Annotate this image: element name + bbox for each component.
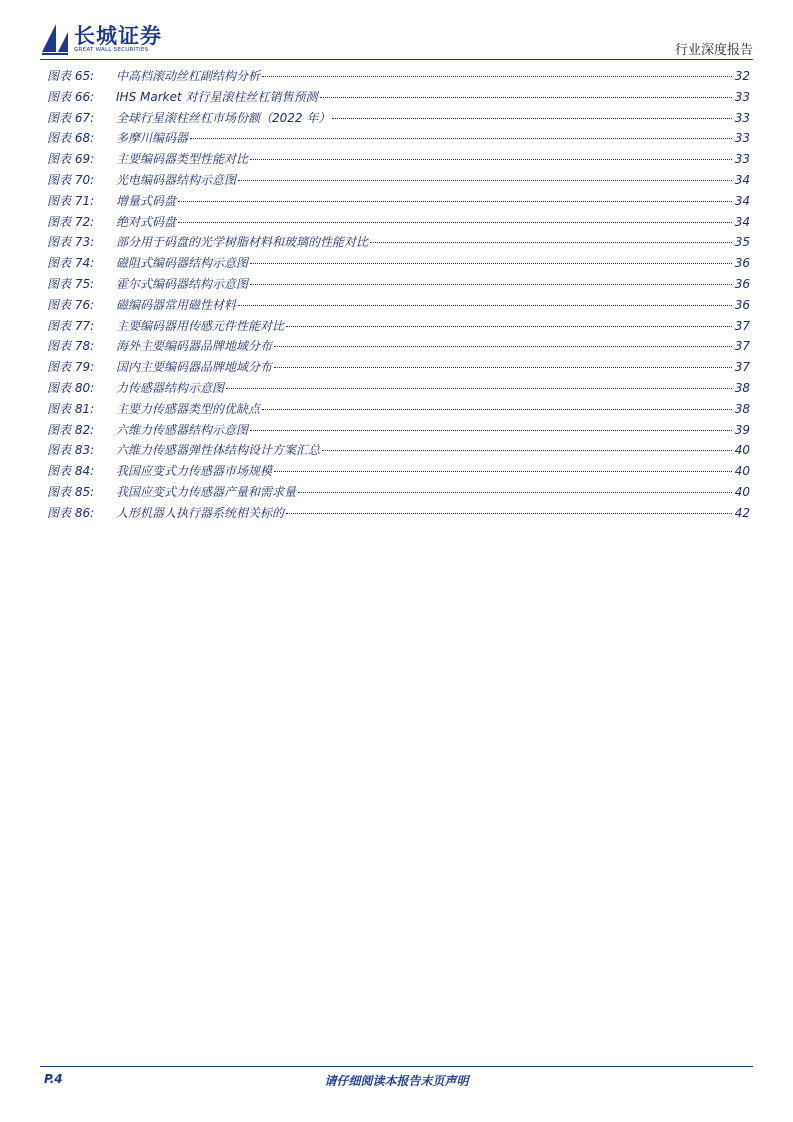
toc-entry-title: IHS Market 对行星滚柱丝杠销售预测 [116, 89, 318, 104]
toc-leader-dots [250, 284, 732, 285]
toc-entry[interactable] [47, 67, 750, 88]
toc-entry-title: 主要编码器类型性能对比 [116, 152, 249, 167]
toc-entry-title: 磁编码器常用磁性材料 [116, 297, 237, 312]
toc-entry-page: 34 [734, 214, 750, 229]
toc-leader-dots [286, 326, 732, 327]
toc-entry-page: 36 [734, 256, 750, 271]
toc-leader-dots [262, 76, 732, 77]
toc-entry-title: 中高档滚动丝杠副结构分析 [116, 69, 261, 83]
toc-entry[interactable] [47, 483, 750, 504]
toc-entry-label: 图表 66: [47, 89, 95, 104]
toc-entry-label: 图表 79: [47, 360, 95, 375]
toc-entry-label: 图表 70: [47, 172, 95, 187]
toc-entry-label: 图表 67: [47, 110, 95, 125]
toc-entry[interactable] [47, 379, 750, 400]
toc-entry-page: 37 [734, 360, 750, 375]
toc-entry[interactable] [47, 421, 750, 442]
toc-entry-label: 图表 75: [47, 276, 95, 291]
toc-entry-title: 六维力传感器结构示意图 [116, 422, 249, 437]
toc-entry[interactable] [47, 317, 750, 338]
toc-entry-label: 图表 71: [47, 193, 95, 208]
toc-entry-label: 图表 81: [47, 401, 95, 416]
company-logo [40, 20, 170, 60]
toc-entry[interactable] [47, 171, 750, 192]
toc-entry[interactable] [47, 88, 750, 109]
toc-entry-title: 力传感器结构示意图 [116, 380, 225, 395]
toc-leader-dots [238, 180, 732, 181]
toc-entry[interactable] [47, 504, 750, 525]
toc-entry-label: 图表 72: [47, 214, 95, 229]
toc-leader-dots [286, 513, 732, 514]
toc-entry-page: 40 [734, 484, 750, 499]
toc-entry-title: 六维力传感器弹性体结构设计方案汇总 [116, 443, 321, 458]
toc-entry-label: 图表 84: [47, 464, 95, 479]
toc-entry[interactable] [47, 400, 750, 421]
toc-leader-dots [298, 492, 732, 493]
logo-english-name: GREAT WALL SECURITIES [74, 47, 149, 53]
toc-entry-page: 32 [734, 69, 750, 83]
toc-entry-page: 42 [734, 505, 750, 520]
toc-entry-label: 图表 73: [47, 235, 95, 250]
toc-entry[interactable] [47, 358, 750, 379]
document-type: 行业深度报告 [674, 43, 753, 58]
toc-entry-label: 图表 82: [47, 422, 95, 437]
toc-leader-dots [320, 97, 733, 98]
toc-entry-title: 增量式码盘 [116, 193, 177, 208]
toc-entry-page: 35 [734, 235, 750, 250]
toc-entry-title: 霍尔式编码器结构示意图 [116, 276, 249, 291]
toc-entry-page: 37 [734, 318, 750, 333]
toc-entry[interactable] [47, 441, 750, 462]
toc-entry-label: 图表 69: [47, 152, 95, 167]
footer-disclaimer: 请仔细阅读本报告末页声明 [324, 1074, 469, 1088]
toc-leader-dots [250, 159, 732, 160]
toc-entry-page: 33 [734, 152, 750, 167]
toc-entry-label: 图表 85: [47, 484, 95, 499]
page-number: P.4 [44, 1072, 63, 1086]
toc-leader-dots [262, 409, 732, 410]
toc-entry-title: 绝对式码盘 [116, 214, 177, 229]
toc-entry-label: 图表 76: [47, 297, 95, 312]
toc-leader-dots [274, 367, 732, 368]
toc-entry-page: 38 [734, 401, 750, 416]
toc-entry[interactable] [47, 296, 750, 317]
toc-entry-label: 图表 68: [47, 131, 95, 146]
toc-entry[interactable] [47, 192, 750, 213]
great-wall-logo-icon [40, 22, 70, 56]
toc-entry-title: 人形机器人执行器系统相关标的 [116, 505, 285, 520]
toc-entry-title: 多摩川编码器 [116, 131, 189, 146]
page-header [40, 20, 753, 60]
toc-entry[interactable] [47, 109, 750, 130]
toc-entry[interactable] [47, 233, 750, 254]
toc-entry-page: 33 [734, 110, 750, 125]
toc-leader-dots [370, 242, 732, 243]
toc-entry[interactable] [47, 275, 750, 296]
toc-entry-label: 图表 86: [47, 505, 95, 520]
footer-divider [40, 1066, 753, 1067]
toc-entry-page: 34 [734, 172, 750, 187]
toc-entry-title: 磁阻式编码器结构示意图 [116, 256, 249, 271]
logo-chinese-name: 长城证券 [74, 23, 162, 48]
toc-entry[interactable] [47, 129, 750, 150]
toc-leader-dots [274, 471, 732, 472]
toc-leader-dots [178, 222, 732, 223]
toc-entry-title: 部分用于码盘的光学树脂材料和玻璃的性能对比 [116, 235, 369, 250]
toc-entry-title: 国内主要编码器品牌地域分布 [116, 360, 273, 375]
header-divider [40, 59, 753, 60]
toc-entry-title: 我国应变式力传感器市场规模 [116, 464, 273, 479]
toc-leader-dots [322, 450, 732, 451]
toc-leader-dots [274, 346, 732, 347]
toc-entry-title: 全球行星滚柱丝杠市场份额（2022 年） [116, 110, 331, 125]
toc-entry-title: 主要力传感器类型的优缺点 [116, 401, 261, 416]
toc-entry-page: 33 [734, 89, 750, 104]
toc-entry-label: 图表 77: [47, 318, 95, 333]
toc-entry-label: 图表 65: [47, 69, 95, 83]
toc-entry[interactable] [47, 213, 750, 234]
toc-entry-page: 38 [734, 380, 750, 395]
toc-entry-page: 33 [734, 131, 750, 146]
toc-leader-dots [250, 430, 732, 431]
toc-entry-page: 37 [734, 339, 750, 354]
toc-entry-title: 主要编码器用传感元件性能对比 [116, 318, 285, 333]
toc-entry[interactable] [47, 337, 750, 358]
toc-leader-dots [332, 118, 732, 119]
toc-entry[interactable] [47, 254, 750, 275]
toc-entry-title: 光电编码器结构示意图 [116, 172, 237, 187]
toc-leader-dots [226, 388, 732, 389]
toc-leader-dots [178, 201, 732, 202]
toc-entry-label: 图表 78: [47, 339, 95, 354]
toc-entry-title: 海外主要编码器品牌地域分布 [116, 339, 273, 354]
figure-index-list [47, 67, 750, 525]
toc-entry-page: 36 [734, 276, 750, 291]
toc-leader-dots [190, 138, 732, 139]
toc-entry-page: 40 [734, 443, 750, 458]
toc-leader-dots [250, 263, 732, 264]
toc-entry-label: 图表 74: [47, 256, 95, 271]
toc-entry-page: 39 [734, 422, 750, 437]
toc-leader-dots [238, 305, 732, 306]
toc-entry[interactable] [47, 462, 750, 483]
toc-entry-label: 图表 83: [47, 443, 95, 458]
toc-entry-label: 图表 80: [47, 380, 95, 395]
toc-entry[interactable] [47, 150, 750, 171]
toc-entry-page: 36 [734, 297, 750, 312]
toc-entry-title: 我国应变式力传感器产量和需求量 [116, 484, 297, 499]
toc-entry-page: 34 [734, 193, 750, 208]
toc-entry-page: 40 [734, 464, 750, 479]
